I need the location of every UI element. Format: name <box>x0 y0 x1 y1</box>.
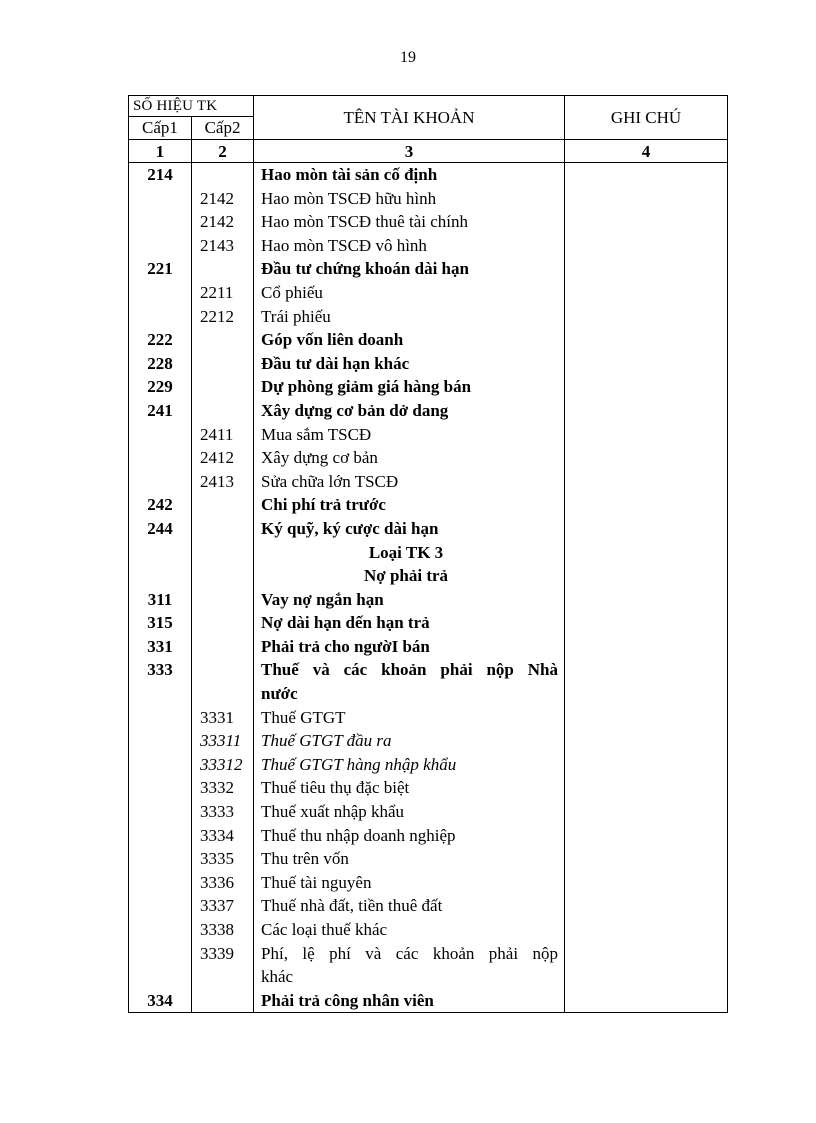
cap2-code: 2412 <box>192 446 254 470</box>
account-name: Thuế GTGT đầu ra <box>254 729 565 753</box>
note-cell <box>565 399 728 423</box>
table-row <box>129 163 728 187</box>
cap1-code <box>129 800 192 824</box>
header-cap2: Cấp2 <box>192 117 254 140</box>
note-cell <box>565 800 728 824</box>
table-row <box>129 423 728 447</box>
note-cell <box>565 942 728 989</box>
column-number-4: 4 <box>565 140 728 163</box>
table-row <box>129 541 728 565</box>
cap2-code: 3334 <box>192 824 254 848</box>
account-name: Thuế GTGT <box>254 706 565 730</box>
cap2-code <box>192 163 254 187</box>
page-number: 19 <box>400 49 416 66</box>
note-cell <box>565 658 728 705</box>
cap1-code <box>129 187 192 211</box>
cap2-code: 3332 <box>192 776 254 800</box>
cap2-code: 3338 <box>192 918 254 942</box>
cap2-code <box>192 989 254 1013</box>
cap1-code <box>129 871 192 895</box>
account-name: Hao mòn TSCĐ hữu hình <box>254 187 565 211</box>
account-name: Đầu tư dài hạn khác <box>254 352 565 376</box>
cap1-code <box>129 564 192 588</box>
note-cell <box>565 163 728 187</box>
cap1-code <box>129 847 192 871</box>
note-cell <box>565 588 728 612</box>
note-cell <box>565 446 728 470</box>
note-cell <box>565 210 728 234</box>
cap1-code <box>129 305 192 329</box>
note-cell <box>565 470 728 494</box>
account-name: Cổ phiếu <box>254 281 565 305</box>
cap2-code <box>192 564 254 588</box>
table-row <box>129 729 728 753</box>
cap1-code: 311 <box>129 588 192 612</box>
table-row <box>129 281 728 305</box>
note-cell <box>565 257 728 281</box>
cap1-code <box>129 824 192 848</box>
account-name: Mua sắm TSCĐ <box>254 423 565 447</box>
table-row <box>129 234 728 258</box>
account-name: Hao mòn tài sản cố định <box>254 163 565 187</box>
note-cell <box>565 753 728 777</box>
table-row <box>129 588 728 612</box>
cap2-code: 2143 <box>192 234 254 258</box>
cap1-code <box>129 753 192 777</box>
cap1-code <box>129 281 192 305</box>
cap2-code <box>192 588 254 612</box>
account-name: Xây dựng cơ bản dở dang <box>254 399 565 423</box>
account-name: Thuế GTGT hàng nhập khẩu <box>254 753 565 777</box>
note-cell <box>565 894 728 918</box>
header-ghi-chu: GHI CHÚ <box>565 96 728 140</box>
table-row <box>129 493 728 517</box>
column-number-2: 2 <box>192 140 254 163</box>
account-name: Phải trả công nhân viên <box>254 989 565 1013</box>
note-cell <box>565 635 728 659</box>
note-cell <box>565 423 728 447</box>
header-cap1: Cấp1 <box>129 117 192 140</box>
cap2-code: 3335 <box>192 847 254 871</box>
account-name: Thuế nhà đất, tiền thuê đất <box>254 894 565 918</box>
account-name: Loại TK 3 <box>254 541 565 565</box>
account-name: Thu trên vốn <box>254 847 565 871</box>
cap2-code <box>192 517 254 541</box>
account-name-line: Phí, lệ phí và các khoản phải nộp <box>261 943 559 963</box>
table-row <box>129 847 728 871</box>
cap2-code: 2413 <box>192 470 254 494</box>
note-cell <box>565 517 728 541</box>
cap2-code <box>192 399 254 423</box>
table-row <box>129 399 728 423</box>
cap1-code <box>129 423 192 447</box>
cap1-code: 229 <box>129 375 192 399</box>
account-name: Đầu tư chứng khoán dài hạn <box>254 257 565 281</box>
cap1-code <box>129 234 192 258</box>
note-cell <box>565 375 728 399</box>
cap1-code <box>129 942 192 989</box>
table-row <box>129 753 728 777</box>
account-name: Phải trả cho ngườI bán <box>254 635 565 659</box>
cap2-code <box>192 352 254 376</box>
note-cell <box>565 281 728 305</box>
note-cell <box>565 611 728 635</box>
cap1-code: 334 <box>129 989 192 1013</box>
cap2-code: 3331 <box>192 706 254 730</box>
cap2-code: 2212 <box>192 305 254 329</box>
cap1-code: 214 <box>129 163 192 187</box>
note-cell <box>565 729 728 753</box>
table-row <box>129 871 728 895</box>
note-cell <box>565 187 728 211</box>
table-row <box>129 470 728 494</box>
cap2-code <box>192 611 254 635</box>
account-table <box>128 95 728 1013</box>
cap1-code: 221 <box>129 257 192 281</box>
account-name: Thuế xuất nhập khẩu <box>254 800 565 824</box>
table-row <box>129 989 728 1013</box>
cap2-code: 3339 <box>192 942 254 989</box>
account-name-line: Thuế và các khoản phải nộp Nhà <box>261 660 559 680</box>
note-cell <box>565 989 728 1013</box>
cap2-code <box>192 658 254 705</box>
cap2-code <box>192 328 254 352</box>
cap1-code: 242 <box>129 493 192 517</box>
cap1-code: 331 <box>129 635 192 659</box>
note-cell <box>565 234 728 258</box>
cap2-code: 2411 <box>192 423 254 447</box>
account-name: Góp vốn liên doanh <box>254 328 565 352</box>
account-name-line: nước <box>261 684 298 704</box>
cap2-code: 3333 <box>192 800 254 824</box>
cap1-code <box>129 776 192 800</box>
account-name: Xây dựng cơ bản <box>254 446 565 470</box>
account-name: Sửa chữa lớn TSCĐ <box>254 470 565 494</box>
note-cell <box>565 541 728 565</box>
cap2-code <box>192 257 254 281</box>
cap1-code <box>129 541 192 565</box>
account-name: Nợ phải trả <box>254 564 565 588</box>
account-name: Ký quỹ, ký cược dài hạn <box>254 517 565 541</box>
note-cell <box>565 328 728 352</box>
account-name: Vay nợ ngắn hạn <box>254 588 565 612</box>
table-row <box>129 611 728 635</box>
account-name: Hao mòn TSCĐ vô hình <box>254 234 565 258</box>
account-name: Thuế thu nhập doanh nghiệp <box>254 824 565 848</box>
table-row <box>129 305 728 329</box>
cap2-code <box>192 541 254 565</box>
account-name: Thuế tiêu thụ đặc biệt <box>254 776 565 800</box>
cap2-code: 3337 <box>192 894 254 918</box>
note-cell <box>565 871 728 895</box>
cap2-code: 33312 <box>192 753 254 777</box>
table-row <box>129 894 728 918</box>
cap2-code <box>192 635 254 659</box>
table-row <box>129 824 728 848</box>
account-name: Dự phòng giảm giá hàng bán <box>254 375 565 399</box>
note-cell <box>565 776 728 800</box>
account-name: Thuế tài nguyên <box>254 871 565 895</box>
note-cell <box>565 305 728 329</box>
cap1-code: 228 <box>129 352 192 376</box>
cap1-code <box>129 446 192 470</box>
cap1-code <box>129 706 192 730</box>
cap2-code <box>192 375 254 399</box>
note-cell <box>565 706 728 730</box>
cap2-code: 3336 <box>192 871 254 895</box>
table-row <box>129 446 728 470</box>
account-name-line: khác <box>261 967 294 987</box>
cap1-code: 333 <box>129 658 192 705</box>
account-name: Trái phiếu <box>254 305 565 329</box>
table-row <box>129 658 728 705</box>
table-row <box>129 942 728 989</box>
cap2-code: 2142 <box>192 210 254 234</box>
cap1-code <box>129 894 192 918</box>
table-row <box>129 800 728 824</box>
column-number-1: 1 <box>129 140 192 163</box>
cap1-code <box>129 210 192 234</box>
account-name: Chi phí trả trước <box>254 493 565 517</box>
cap1-code: 241 <box>129 399 192 423</box>
table-row <box>129 635 728 659</box>
account-name: Hao mòn TSCĐ thuê tài chính <box>254 210 565 234</box>
table-row <box>129 210 728 234</box>
note-cell <box>565 918 728 942</box>
cap1-code: 244 <box>129 517 192 541</box>
table-row <box>129 564 728 588</box>
table-row <box>129 352 728 376</box>
cap1-code <box>129 470 192 494</box>
cap2-code: 33311 <box>192 729 254 753</box>
table-row <box>129 375 728 399</box>
account-name <box>254 942 565 989</box>
cap1-code <box>129 918 192 942</box>
column-number-3: 3 <box>254 140 565 163</box>
header-so-hieu: SỐ HIỆU TK <box>129 96 254 117</box>
note-cell <box>565 493 728 517</box>
cap1-code <box>129 729 192 753</box>
header-ten-tai-khoan: TÊN TÀI KHOẢN <box>254 96 565 140</box>
table-row <box>129 517 728 541</box>
account-name: Nợ dài hạn dến hạn trả <box>254 611 565 635</box>
cap1-code: 222 <box>129 328 192 352</box>
table-row <box>129 257 728 281</box>
cap2-code: 2142 <box>192 187 254 211</box>
account-name <box>254 658 565 705</box>
note-cell <box>565 564 728 588</box>
cap2-code: 2211 <box>192 281 254 305</box>
cap2-code <box>192 493 254 517</box>
table-row <box>129 776 728 800</box>
table-row <box>129 187 728 211</box>
note-cell <box>565 847 728 871</box>
table-row <box>129 706 728 730</box>
table-row <box>129 918 728 942</box>
note-cell <box>565 352 728 376</box>
table-row <box>129 328 728 352</box>
cap1-code: 315 <box>129 611 192 635</box>
account-name: Các loại thuế khác <box>254 918 565 942</box>
note-cell <box>565 824 728 848</box>
